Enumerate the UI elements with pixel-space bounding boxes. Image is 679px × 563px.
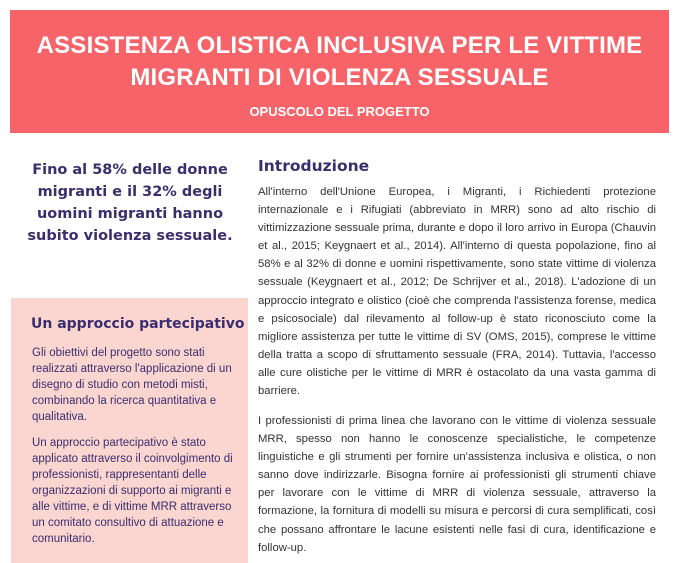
section-heading: Introduzione bbox=[258, 157, 370, 175]
body-paragraph: I professionisti di prima linea che lavorano con le vittime di violenza sessuale MRR, spesso non hanno le conoscenze specialistiche, le competenze linguistiche e gli strumenti per fornire un'assistenza inclusiva e olistica, o non sanno dove indirizzarle. Bisogna fornire ai professionisti gli strumenti chiave per lavorare con le vittime di MRR di violenza sessuale, attraverso la formazione, la fornitura di modelli su misura e percorsi di cura semplificati, così che possano affrontare le lacune esistenti nelle fasi di cura, identificazione e follow-up. bbox=[258, 415, 656, 554]
sidebar-title: Un approccio partecipativo bbox=[31, 316, 245, 332]
header-banner bbox=[10, 10, 669, 133]
page-title: ASSISTENZA OLISTICA INCLUSIVA PER LE VITTIME MIGRANTI DI VIOLENZA SESSUALE bbox=[36, 32, 643, 91]
sidebar-paragraph: Gli obiettivi del progetto sono stati realizzati attraverso l'applicazione di un disegno di studio con metodi misti, combinando la ricerca quantitativa e qualitativa. bbox=[32, 347, 232, 423]
body-paragraph: All'interno dell'Unione Europea, i Migranti, i Richiedenti protezione internazionale e i Rifugiati (abbreviato in MRR) sono ad alto rischio di vittimizzazione sessuale prima, durante e dopo il loro arrivo in Europa (Chauvin et al., 2015; Keygnaert et al., 2014). All'interno di questa popolazione, fino al 58% e al 32% di donne e uomini rispettivamente, sono state vittime di violenza sessuale (Keygnaert et al., 2012; De Schrijver et al., 2018). L'adozione di un approccio integrato e olistico (cioè che comprenda l'assistenza forense, medica e psicosociale) dal rilevamento al follow-up è stato riconosciuto come la migliore assistenza per tutte le vittime di SV (OMS, 2015), comprese le vittime della tratta a scopo di sfruttamento sessuale (FRA, 2014). Tuttavia, l'accesso alle cure olistiche per le vittime di MRR è ostacolato da una vasta gamma di barriere. bbox=[258, 186, 656, 398]
highlight-statement: Fino al 58% delle donne migranti e il 32% degli uomini migranti hanno subito violenza sessuale. bbox=[27, 162, 233, 244]
sidebar-paragraph: Un approccio partecipativo è stato applicato attraverso il coinvolgimento di professionisti, rappresentanti delle organizzazioni di supporto ai migranti e alle vittime, e di vittime MRR attraverso un comitato consultivo di attuazione e comunitario. bbox=[32, 437, 233, 545]
sidebar-box bbox=[11, 298, 248, 563]
page-subtitle: OPUSCOLO DEL PROGETTO bbox=[249, 104, 430, 119]
